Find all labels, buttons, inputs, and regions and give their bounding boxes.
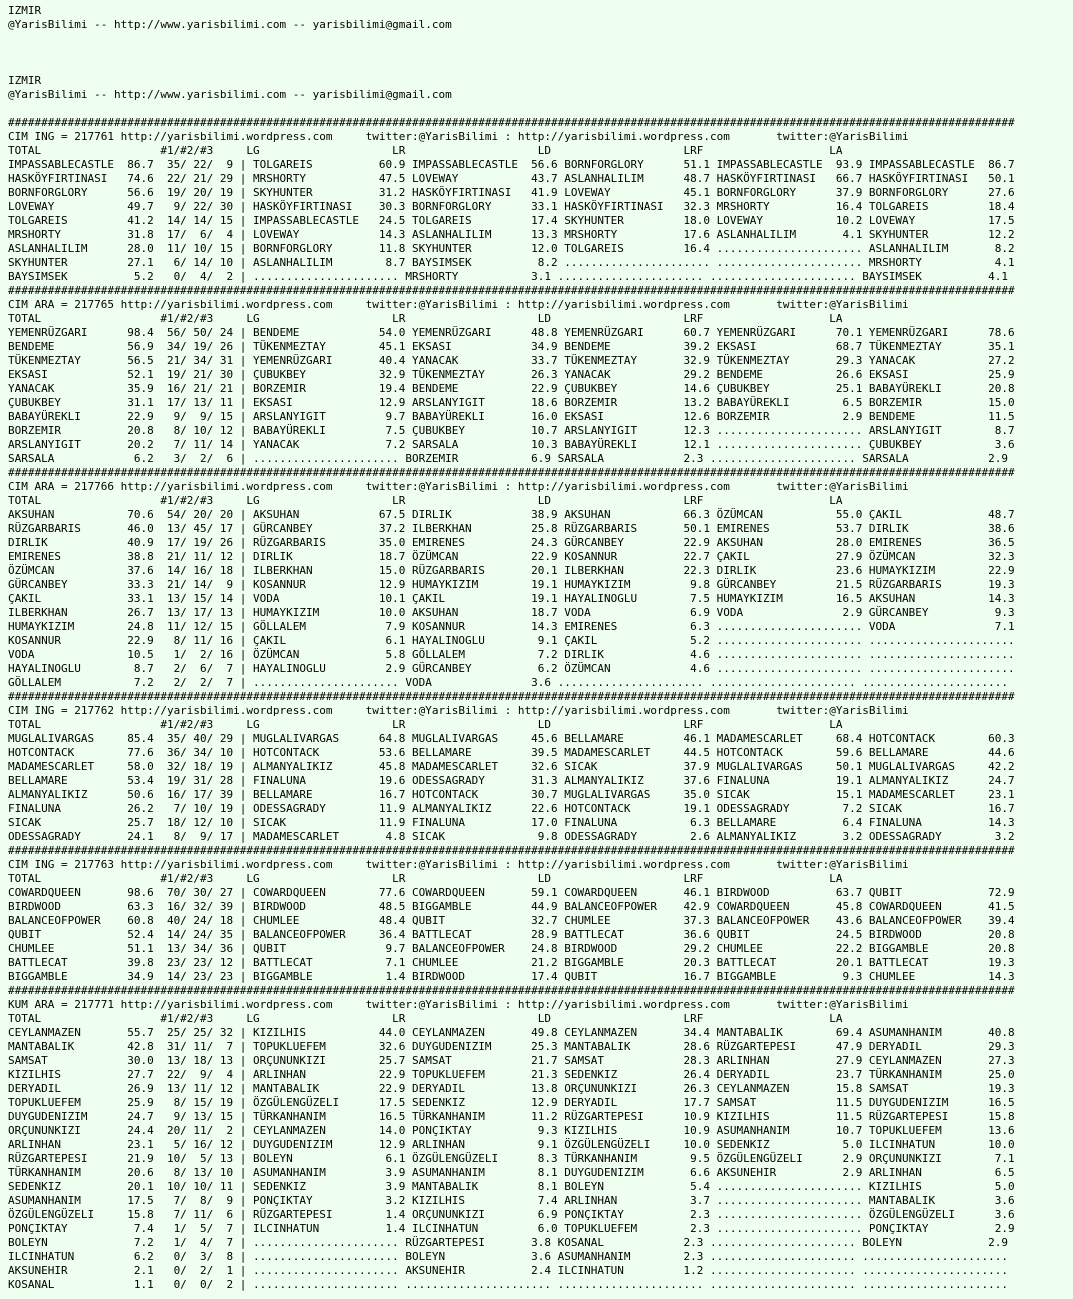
data-row: DIRLIK 40.9 17/ 19/ 26 | RÜZGARBARIS 35.0 EMIRENES 24.3 GÜRCANBEY 22.9 AKSUHAN 28.0 EMIRENES 36.5 xyxy=(8,536,1015,549)
blank-line xyxy=(8,60,1073,74)
data-row: CEYLANMAZEN 55.7 25/ 25/ 32 | KIZILHIS 44.0 CEYLANMAZEN 49.8 CEYLANMAZEN 34.4 MANTABALIK 69.4 ASUMANHANIM 40.8 xyxy=(8,1026,1015,1039)
data-row: TOLGAREIS 41.2 14/ 14/ 15 | IMPASSABLECASTLE 24.5 TOLGAREIS 17.4 SKYHUNTER 18.0 LOVEWAY 10.2 LOVEWAY 17.5 xyxy=(8,214,1015,227)
race-header-line: CIM ARA = 217766 http://yarisbilimi.wordpress.com twitter:@YarisBilimi : http://yarisbilimi.wordpress.com twitter:@YarisBilimi xyxy=(8,480,909,493)
data-row: HOTCONTACK 77.6 36/ 34/ 10 | HOTCONTACK 53.6 BELLAMARE 39.5 MADAMESCARLET 44.5 HOTCONTACK 59.6 BELLAMARE 44.6 xyxy=(8,746,1015,759)
data-row: GÖLLALEM 7.2 2/ 2/ 7 | ...................... VODA 3.6 ...................... ...................... ...................... xyxy=(8,676,1009,689)
data-row: IMPASSABLECASTLE 86.7 35/ 22/ 9 | TOLGAREIS 60.9 IMPASSABLECASTLE 56.6 BORNFORGLORY 51.1 IMPASSABLECASTLE 93.9 IMPASSABLECASTLE 86.7 xyxy=(8,158,1015,171)
data-row: ÇAKIL 33.1 13/ 15/ 14 | VODA 10.1 ÇAKIL 19.1 HAYALINOGLU 7.5 HUMAYKIZIM 16.5 AKSUHAN 14.3 xyxy=(8,592,1015,605)
data-row: ODESSAGRADY 24.1 8/ 9/ 17 | MADAMESCARLET 4.8 SICAK 9.8 ODESSAGRADY 2.6 ALMANYALIKIZ 3.2 ODESSAGRADY 3.2 xyxy=(8,830,1015,843)
data-row: CHUMLEE 51.1 13/ 34/ 36 | QUBIT 9.7 BALANCEOFPOWER 24.8 BIRDWOOD 29.2 CHUMLEE 22.2 BIGGAMBLE 20.8 xyxy=(8,942,1015,955)
data-row: LOVEWAY 49.7 9/ 22/ 30 | HASKÖYFIRTINASI 30.3 BORNFORGLORY 33.1 HASKÖYFIRTINASI 32.3 MRSHORTY 16.4 TOLGAREIS 18.4 xyxy=(8,200,1015,213)
data-row: BENDEME 56.9 34/ 19/ 26 | TÜKENMEZTAY 45.1 EKSASI 34.9 BENDEME 39.2 EKSASI 68.7 TÜKENMEZTAY 35.1 xyxy=(8,340,1015,353)
data-row: SAMSAT 30.0 13/ 18/ 13 | ORÇUNUNKIZI 25.7 SAMSAT 21.7 SAMSAT 28.3 ARLINHAN 27.9 CEYLANMAZEN 27.3 xyxy=(8,1054,1015,1067)
race-header-line: CIM ING = 217761 http://yarisbilimi.wordpress.com twitter:@YarisBilimi : http://yarisbilimi.wordpress.com twitter:@YarisBilimi xyxy=(8,130,909,143)
data-row: ARLINHAN 23.1 5/ 16/ 12 | DUYGUDENIZIM 12.9 ARLINHAN 9.1 ÖZGÜLENGÜZELI 10.0 SEDENKIZ 5.0 ILCINHATUN 10.0 xyxy=(8,1138,1015,1151)
title-line: IZMIR xyxy=(8,4,42,17)
data-row: ÖZGÜLENGÜZELI 15.8 7/ 11/ 6 | RÜZGARTEPESI 1.4 ORÇUNUNKIZI 6.9 PONÇIKTAY 2.3 ...................... ÖZGÜLENGÜZELI 3.6 xyxy=(8,1208,1015,1221)
data-row: ARSLANYIGIT 20.2 7/ 11/ 14 | YANACAK 7.2 SARSALA 10.3 BABAYÜREKLI 12.1 ...................... ÇUBUKBEY 3.6 xyxy=(8,438,1015,451)
race-header-line: CIM ING = 217762 http://yarisbilimi.wordpress.com twitter:@YarisBilimi : http://yarisbilimi.wordpress.com twitter:@YarisBilimi xyxy=(8,704,909,717)
data-row: SKYHUNTER 27.1 6/ 14/ 10 | ASLANHALILIM 8.7 BAYSIMSEK 8.2 ...................... ...................... MRSHORTY 4.1 xyxy=(8,256,1015,269)
data-row: BORNFORGLORY 56.6 19/ 20/ 19 | SKYHUNTER 31.2 HASKÖYFIRTINASI 41.9 LOVEWAY 45.1 BORNFORGLORY 37.9 BORNFORGLORY 27.6 xyxy=(8,186,1015,199)
data-row: KOSANAL 1.1 0/ 0/ 2 | ...................... ...................... ...................... ...................... ...................... xyxy=(8,1278,1009,1291)
data-row: RÜZGARBARIS 46.0 13/ 45/ 17 | GÜRCANBEY 37.2 ILBERKHAN 25.8 RÜZGARBARIS 50.1 EMIRENES 53.7 DIRLIK 38.6 xyxy=(8,522,1015,535)
data-row: YEMENRÜZGARI 98.4 56/ 50/ 24 | BENDEME 54.0 YEMENRÜZGARI 48.8 YEMENRÜZGARI 60.7 YEMENRÜZGARI 70.1 YEMENRÜZGARI 78.6 xyxy=(8,326,1015,339)
data-row: BAYSIMSEK 5.2 0/ 4/ 2 | ...................... MRSHORTY 3.1 ...................... ...................... BAYSIMSEK 4.1 xyxy=(8,270,1009,283)
data-row: EMIRENES 38.8 21/ 11/ 12 | DIRLIK 18.7 ÖZÜMCAN 22.9 KOSANNUR 22.7 ÇAKIL 27.9 ÖZÜMCAN 32.3 xyxy=(8,550,1015,563)
data-row: ORÇUNUNKIZI 24.4 20/ 11/ 2 | CEYLANMAZEN 14.0 PONÇIKTAY 9.3 KIZILHIS 10.9 ASUMANHANIM 10.7 TOPUKLUEFEM 13.6 xyxy=(8,1124,1015,1137)
separator-line: ######################################################################################################################################################## xyxy=(8,690,1015,703)
data-row: ALMANYALIKIZ 50.6 16/ 17/ 39 | BELLAMARE 16.7 HOTCONTACK 30.7 MUGLALIVARGAS 35.0 SICAK 15.1 MADAMESCARLET 23.1 xyxy=(8,788,1015,801)
data-row: DUYGUDENIZIM 24.7 9/ 13/ 15 | TÜRKANHANIM 16.5 TÜRKANHANIM 11.2 RÜZGARTEPESI 10.9 KIZILHIS 11.5 RÜZGARTEPESI 15.8 xyxy=(8,1110,1015,1123)
data-row: PONÇIKTAY 7.4 1/ 5/ 7 | ILCINHATUN 1.4 ILCINHATUN 6.0 TOPUKLUEFEM 2.3 ...................... PONÇIKTAY 2.9 xyxy=(8,1222,1015,1235)
title-line: @YarisBilimi -- http://www.yarisbilimi.com -- yarisbilimi@gmail.com xyxy=(8,18,452,31)
blank-line xyxy=(8,32,1073,46)
data-row: ASLANHALILIM 28.0 11/ 10/ 15 | BORNFORGLORY 11.8 SKYHUNTER 12.0 TOLGAREIS 16.4 ...................... ASLANHALILIM 8.2 xyxy=(8,242,1015,255)
column-header-line: TOTAL #1/#2/#3 LG LR LD LRF LA xyxy=(8,718,843,731)
data-row: AKSUHAN 70.6 54/ 20/ 20 | AKSUHAN 67.5 DIRLIK 38.9 AKSUHAN 66.3 ÖZÜMCAN 55.0 ÇAKIL 48.7 xyxy=(8,508,1015,521)
data-row: SEDENKIZ 20.1 10/ 10/ 11 | SEDENKIZ 3.9 MANTABALIK 8.1 BOLEYN 5.4 ...................... KIZILHIS 5.0 xyxy=(8,1180,1015,1193)
title-line: IZMIR xyxy=(8,74,42,87)
data-row: EKSASI 52.1 19/ 21/ 30 | ÇUBUKBEY 32.9 TÜKENMEZTAY 26.3 YANACAK 29.2 BENDEME 26.6 EKSASI 25.9 xyxy=(8,368,1015,381)
separator-line: ######################################################################################################################################################## xyxy=(8,284,1015,297)
blank-line xyxy=(8,46,1073,60)
data-row: BORZEMIR 20.8 8/ 10/ 12 | BABAYÜREKLI 7.5 ÇUBUKBEY 10.7 ARSLANYIGIT 12.3 ...................... ARSLANYIGIT 8.7 xyxy=(8,424,1015,437)
data-row: AKSUNEHIR 2.1 0/ 2/ 1 | ...................... AKSUNEHIR 2.4 ILCINHATUN 1.2 ...................... ...................... xyxy=(8,1264,1009,1277)
data-row: MUGLALIVARGAS 85.4 35/ 40/ 29 | MUGLALIVARGAS 64.8 MUGLALIVARGAS 45.6 BELLAMARE 46.1 MADAMESCARLET 68.4 HOTCONTACK 60.3 xyxy=(8,732,1015,745)
data-row: ILCINHATUN 6.2 0/ 3/ 8 | ...................... BOLEYN 3.6 ASUMANHANIM 2.3 ...................... ...................... xyxy=(8,1250,1009,1263)
data-row: TÜRKANHANIM 20.6 8/ 13/ 10 | ASUMANHANIM 3.9 ASUMANHANIM 8.1 DUYGUDENIZIM 6.6 AKSUNEHIR 2.9 ARLINHAN 6.5 xyxy=(8,1166,1015,1179)
data-row: TOPUKLUEFEM 25.9 8/ 15/ 19 | ÖZGÜLENGÜZELI 17.5 SEDENKIZ 12.9 DERYADIL 17.7 SAMSAT 11.5 DUYGUDENIZIM 16.5 xyxy=(8,1096,1015,1109)
data-row: BOLEYN 7.2 1/ 4/ 7 | ...................... RÜZGARTEPESI 3.8 KOSANAL 2.3 ...................... BOLEYN 2.9 xyxy=(8,1236,1009,1249)
data-row: BALANCEOFPOWER 60.8 40/ 24/ 18 | CHUMLEE 48.4 QUBIT 32.7 CHUMLEE 37.3 BALANCEOFPOWER 43.6 BALANCEOFPOWER 39.4 xyxy=(8,914,1015,927)
data-row: HUMAYKIZIM 24.8 11/ 12/ 15 | GÖLLALEM 7.9 KOSANNUR 14.3 EMIRENES 6.3 ...................... VODA 7.1 xyxy=(8,620,1015,633)
data-row: TÜKENMEZTAY 56.5 21/ 34/ 31 | YEMENRÜZGARI 40.4 YANACAK 33.7 TÜKENMEZTAY 32.9 TÜKENMEZTAY 29.3 YANACAK 27.2 xyxy=(8,354,1015,367)
separator-line: ######################################################################################################################################################## xyxy=(8,466,1015,479)
separator-line: ######################################################################################################################################################## xyxy=(8,116,1015,129)
race-header-line: CIM ARA = 217765 http://yarisbilimi.wordpress.com twitter:@YarisBilimi : http://yarisbilimi.wordpress.com twitter:@YarisBilimi xyxy=(8,298,909,311)
data-row: GÜRCANBEY 33.3 21/ 14/ 9 | KOSANNUR 12.9 HUMAYKIZIM 19.1 HUMAYKIZIM 9.8 GÜRCANBEY 21.5 RÜZGARBARIS 19.3 xyxy=(8,578,1015,591)
data-row: MRSHORTY 31.8 17/ 6/ 4 | LOVEWAY 14.3 ASLANHALILIM 13.3 MRSHORTY 17.6 ASLANHALILIM 4.1 SKYHUNTER 12.2 xyxy=(8,228,1015,241)
data-row: FINALUNA 26.2 7/ 10/ 19 | ODESSAGRADY 11.9 ALMANYALIKIZ 22.6 HOTCONTACK 19.1 ODESSAGRADY 7.2 SICAK 16.7 xyxy=(8,802,1015,815)
data-row: KIZILHIS 27.7 22/ 9/ 4 | ARLINHAN 22.9 TOPUKLUEFEM 21.3 SEDENKIZ 26.4 DERYADIL 23.7 TÜRKANHANIM 25.0 xyxy=(8,1068,1015,1081)
data-row: HASKÖYFIRTINASI 74.6 22/ 21/ 29 | MRSHORTY 47.5 LOVEWAY 43.7 ASLANHALILIM 48.7 HASKÖYFIRTINASI 66.7 HASKÖYFIRTINASI 50.1 xyxy=(8,172,1015,185)
data-row: YANACAK 35.9 16/ 21/ 21 | BORZEMIR 19.4 BENDEME 22.9 ÇUBUKBEY 14.6 ÇUBUKBEY 25.1 BABAYÜREKLI 20.8 xyxy=(8,382,1015,395)
separator-line: ######################################################################################################################################################## xyxy=(8,844,1015,857)
race-header-line: KUM ARA = 217771 http://yarisbilimi.wordpress.com twitter:@YarisBilimi : http://yarisbilimi.wordpress.com twitter:@YarisBilimi xyxy=(8,998,909,1011)
column-header-line: TOTAL #1/#2/#3 LG LR LD LRF LA xyxy=(8,312,843,325)
race-header-line: CIM ING = 217763 http://yarisbilimi.wordpress.com twitter:@YarisBilimi : http://yarisbilimi.wordpress.com twitter:@YarisBilimi xyxy=(8,858,909,871)
data-row: BABAYÜREKLI 22.9 9/ 9/ 15 | ARSLANYIGIT 9.7 BABAYÜREKLI 16.0 EKSASI 12.6 BORZEMIR 2.9 BENDEME 11.5 xyxy=(8,410,1015,423)
title-line: @YarisBilimi -- http://www.yarisbilimi.com -- yarisbilimi@gmail.com xyxy=(8,88,452,101)
data-row: SICAK 25.7 18/ 12/ 10 | SICAK 11.9 FINALUNA 17.0 FINALUNA 6.3 BELLAMARE 6.4 FINALUNA 14.3 xyxy=(8,816,1015,829)
data-row: BIRDWOOD 63.3 16/ 32/ 39 | BIRDWOOD 48.5 BIGGAMBLE 44.9 BALANCEOFPOWER 42.9 COWARDQUEEN 45.8 COWARDQUEEN 41.5 xyxy=(8,900,1015,913)
column-header-line: TOTAL #1/#2/#3 LG LR LD LRF LA xyxy=(8,494,843,507)
data-row: BATTLECAT 39.8 23/ 23/ 12 | BATTLECAT 7.1 CHUMLEE 21.2 BIGGAMBLE 20.3 BATTLECAT 20.1 BATTLECAT 19.3 xyxy=(8,956,1015,969)
data-row: SARSALA 6.2 3/ 2/ 6 | ...................... BORZEMIR 6.9 SARSALA 2.3 ...................... SARSALA 2.9 xyxy=(8,452,1009,465)
data-row: RÜZGARTEPESI 21.9 10/ 5/ 13 | BOLEYN 6.1 ÖZGÜLENGÜZELI 8.3 TÜRKANHANIM 9.5 ÖZGÜLENGÜZELI 2.9 ORÇUNUNKIZI 7.1 xyxy=(8,1152,1015,1165)
data-row: MADAMESCARLET 58.0 32/ 18/ 19 | ALMANYALIKIZ 45.8 MADAMESCARLET 32.6 SICAK 37.9 MUGLALIVARGAS 50.1 MUGLALIVARGAS 42.2 xyxy=(8,760,1015,773)
data-row: ÖZÜMCAN 37.6 14/ 16/ 18 | ILBERKHAN 15.0 RÜZGARBARIS 20.1 ILBERKHAN 22.3 DIRLIK 23.6 HUMAYKIZIM 22.9 xyxy=(8,564,1015,577)
data-row: BELLAMARE 53.4 19/ 31/ 28 | FINALUNA 19.6 ODESSAGRADY 31.3 ALMANYALIKIZ 37.6 FINALUNA 19.1 ALMANYALIKIZ 24.7 xyxy=(8,774,1015,787)
data-row: MANTABALIK 42.8 31/ 11/ 7 | TOPUKLUEFEM 32.6 DUYGUDENIZIM 25.3 MANTABALIK 28.6 RÜZGARTEPESI 47.9 DERYADIL 29.3 xyxy=(8,1040,1015,1053)
data-row: DERYADIL 26.9 13/ 11/ 12 | MANTABALIK 22.9 DERYADIL 13.8 ORÇUNUNKIZI 26.3 CEYLANMAZEN 15.8 SAMSAT 19.3 xyxy=(8,1082,1015,1095)
data-row: KOSANNUR 22.9 8/ 11/ 16 | ÇAKIL 6.1 HAYALINOGLU 9.1 ÇAKIL 5.2 ...................... ...................... xyxy=(8,634,1015,647)
data-row: ILBERKHAN 26.7 13/ 17/ 13 | HUMAYKIZIM 10.0 AKSUHAN 18.7 VODA 6.9 VODA 2.9 GÜRCANBEY 9.3 xyxy=(8,606,1015,619)
data-row: COWARDQUEEN 98.6 70/ 30/ 27 | COWARDQUEEN 77.6 COWARDQUEEN 59.1 COWARDQUEEN 46.1 BIRDWOOD 63.7 QUBIT 72.9 xyxy=(8,886,1015,899)
data-row: BIGGAMBLE 34.9 14/ 23/ 23 | BIGGAMBLE 1.4 BIRDWOOD 17.4 QUBIT 16.7 BIGGAMBLE 9.3 CHUMLEE 14.3 xyxy=(8,970,1015,983)
data-row: ÇUBUKBEY 31.1 17/ 13/ 11 | EKSASI 12.9 ARSLANYIGIT 18.6 BORZEMIR 13.2 BABAYÜREKLI 6.5 BORZEMIR 15.0 xyxy=(8,396,1015,409)
column-header-line: TOTAL #1/#2/#3 LG LR LD LRF LA xyxy=(8,144,843,157)
separator-line: ######################################################################################################################################################## xyxy=(8,984,1015,997)
data-row: VODA 10.5 1/ 2/ 16 | ÖZÜMCAN 5.8 GÖLLALEM 7.2 DIRLIK 4.6 ...................... ...................... xyxy=(8,648,1015,661)
column-header-line: TOTAL #1/#2/#3 LG LR LD LRF LA xyxy=(8,1012,843,1025)
column-header-line: TOTAL #1/#2/#3 LG LR LD LRF LA xyxy=(8,872,843,885)
data-row: ASUMANHANIM 17.5 7/ 8/ 9 | PONÇIKTAY 3.2 KIZILHIS 7.4 ARLINHAN 3.7 ...................... MANTABALIK 3.6 xyxy=(8,1194,1015,1207)
data-row: HAYALINOGLU 8.7 2/ 6/ 7 | HAYALINOGLU 2.9 GÜRCANBEY 6.2 ÖZÜMCAN 4.6 ...................... ...................... xyxy=(8,662,1015,675)
data-row: QUBIT 52.4 14/ 24/ 35 | BALANCEOFPOWER 36.4 BATTLECAT 28.9 BATTLECAT 36.6 QUBIT 24.5 BIRDWOOD 20.8 xyxy=(8,928,1015,941)
blank-line xyxy=(8,102,1073,116)
